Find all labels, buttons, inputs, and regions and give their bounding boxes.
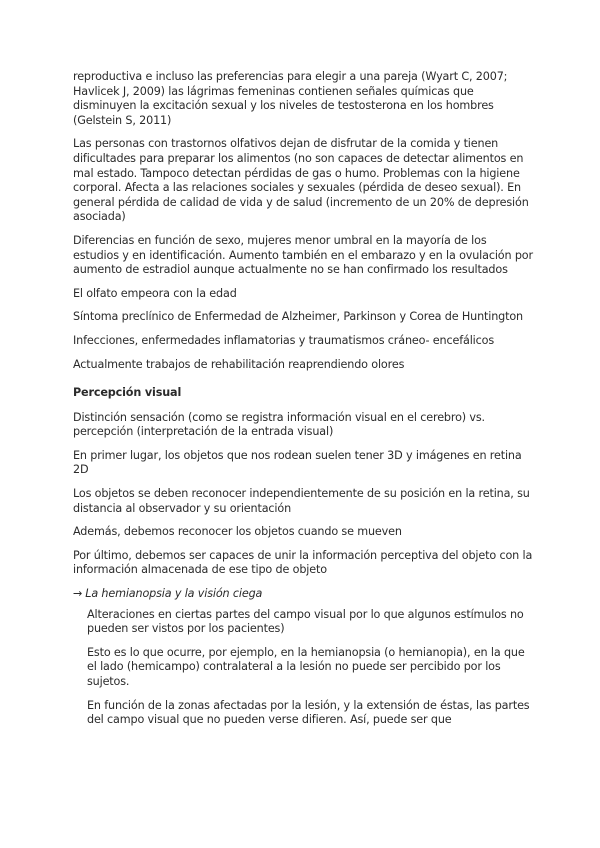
paragraph-visual-field: Alteraciones en ciertas partes del campo visual por lo que algunos estímulos no pueden ser vistos por los pacientes) <box>87 607 524 636</box>
paragraph-invariance: Los objetos se deben reconocer independientemente de su posición en la retina, su distancia al observador y su orientación <box>73 487 530 515</box>
paragraph-hemianopsia: Esto es lo que ocurre, por ejemplo, en la hemianopsia (o hemianopia), en la que el lado (hemicampo) contralateral a la lesión no puede ser percibido por los sujetos. <box>87 645 525 688</box>
paragraph-rehabilitation: Actualmente trabajos de rehabilitación reaprendiendo olores <box>73 357 405 371</box>
paragraph-3d-2d: En primer lugar, los objetos que nos rodean suelen tener 3D y imágenes en retina 2D <box>73 448 522 477</box>
subsection-title: La hemianopsia y la visión ciega <box>85 587 263 601</box>
arrow-right-icon: → <box>73 587 83 601</box>
paragraph-olfactory-disorders: Las personas con trastornos olfativos dejan de disfrutar de la comida y tienen dificultades para preparar los alimentos (no son capaces de detectar alimentos en mal estado. Tampoco detectan pérdidas de gas o humo. Problemas con la higiene corporal. Afecta a las relaciones sociales y sexuales (pérdida de deseo sexual). En general pérdida de calidad de vida y de salud (incremento de un 20% de depresión asociada) <box>73 137 529 224</box>
paragraph-motion: Además, debemos reconocer los objetos cuando se mueven <box>73 525 402 539</box>
paragraph-preclinical: Síntoma preclínico de Enfermedad de Alzheimer, Parkinson y Corea de Huntington <box>73 310 523 324</box>
paragraph-age: El olfato empeora con la edad <box>73 286 237 300</box>
paragraph-pheromones: reproductiva e incluso las preferencias para elegir a una pareja (Wyart C, 2007; Havlicek J, 2009) las lágrimas femeninas contienen señales químicas que disminuyen la excitación sexual y los niveles de testosterona en los hombres (Gelstein S, 2011) <box>73 70 508 127</box>
section-heading: Percepción visual <box>73 386 182 400</box>
subsection-heading <box>73 587 535 602</box>
paragraph-infections: Infecciones, enfermedades inflamatorias y traumatismos cráneo- encefálicos <box>73 333 495 347</box>
paragraph-sensation-perception: Distinción sensación (como se registra información visual en el cerebro) vs. percepción (interpretación de la entrada visual) <box>73 410 485 439</box>
document-page <box>73 70 535 737</box>
paragraph-binding: Por último, debemos ser capaces de unir la información perceptiva del objeto con la información almacenada de ese tipo de objeto <box>73 548 533 577</box>
paragraph-lesion-areas: En función de la zonas afectadas por la lesión, y la extensión de éstas, las partes del campo visual que no pueden verse difieren. Así, puede ser que <box>87 698 530 727</box>
paragraph-sex-differences: Diferencias en función de sexo, mujeres menor umbral en la mayoría de los estudios y en identificación. Aumento también en el embarazo y en la ovulación por aumento de estradiol aunque actualmente no se han confirmado los resultados <box>73 233 533 277</box>
